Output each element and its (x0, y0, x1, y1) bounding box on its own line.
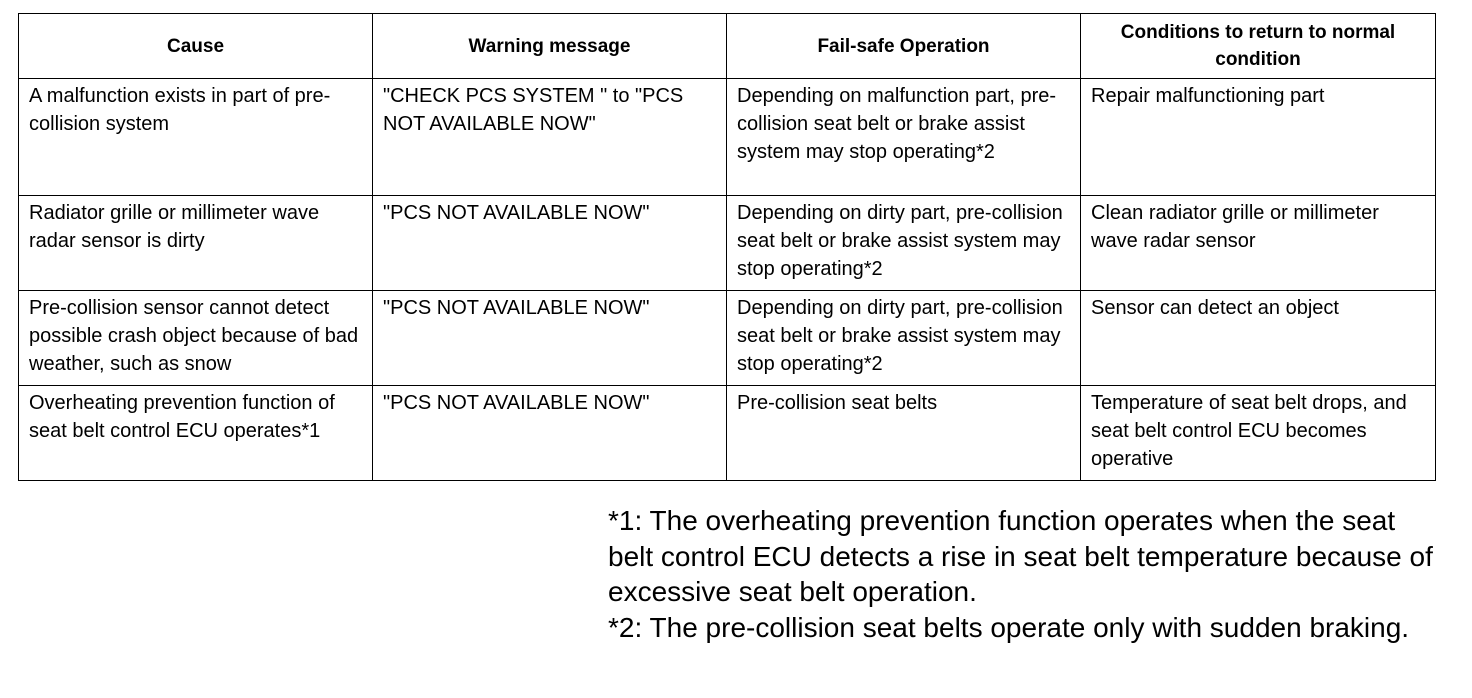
table-row (19, 386, 1436, 481)
warning-message-cell: "PCS NOT AVAILABLE NOW" (373, 291, 727, 386)
header-fail-safe-operation: Fail-safe Operation (727, 14, 1081, 79)
header-return-conditions: Conditions to return to normal condition (1081, 14, 1436, 79)
return-condition-cell: Sensor can detect an object (1081, 291, 1436, 386)
fail-safe-operation-cell: Depending on dirty part, pre-collision seat belt or brake assist system may stop operating*2 (727, 196, 1081, 291)
cause-cell: Overheating prevention function of seat belt control ECU operates*1 (19, 386, 373, 481)
fail-safe-operation-cell: Pre-collision seat belts (727, 386, 1081, 481)
table-header-row (19, 14, 1436, 79)
fail-safe-operation-cell: Depending on dirty part, pre-collision seat belt or brake assist system may stop operating*2 (727, 291, 1081, 386)
cause-cell: Radiator grille or millimeter wave radar sensor is dirty (19, 196, 373, 291)
warning-message-cell: "PCS NOT AVAILABLE NOW" (373, 196, 727, 291)
return-condition-cell: Repair malfunctioning part (1081, 79, 1436, 196)
return-condition-cell: Temperature of seat belt drops, and seat belt control ECU becomes operative (1081, 386, 1436, 481)
header-warning-message: Warning message (373, 14, 727, 79)
header-cause: Cause (19, 14, 373, 79)
warning-message-cell: "PCS NOT AVAILABLE NOW" (373, 386, 727, 481)
footnotes (608, 503, 1448, 645)
footnote-1: *1: The overheating prevention function operates when the seat belt control ECU detects a rise in seat belt temperature because of excessive seat belt operation. (608, 505, 1433, 607)
warning-message-cell: "CHECK PCS SYSTEM " to "PCS NOT AVAILABLE NOW" (373, 79, 727, 196)
fail-safe-table (18, 13, 1436, 481)
table-row (19, 196, 1436, 291)
return-condition-cell: Clean radiator grille or millimeter wave radar sensor (1081, 196, 1436, 291)
footnote-2: *2: The pre-collision seat belts operate only with sudden braking. (608, 611, 1410, 643)
table-row (19, 291, 1436, 386)
fail-safe-operation-cell: Depending on malfunction part, pre-collision seat belt or brake assist system may stop operating*2 (727, 79, 1081, 196)
cause-cell: Pre-collision sensor cannot detect possible crash object because of bad weather, such as snow (19, 291, 373, 386)
table-row (19, 79, 1436, 196)
cause-cell: A malfunction exists in part of pre-collision system (19, 79, 373, 196)
